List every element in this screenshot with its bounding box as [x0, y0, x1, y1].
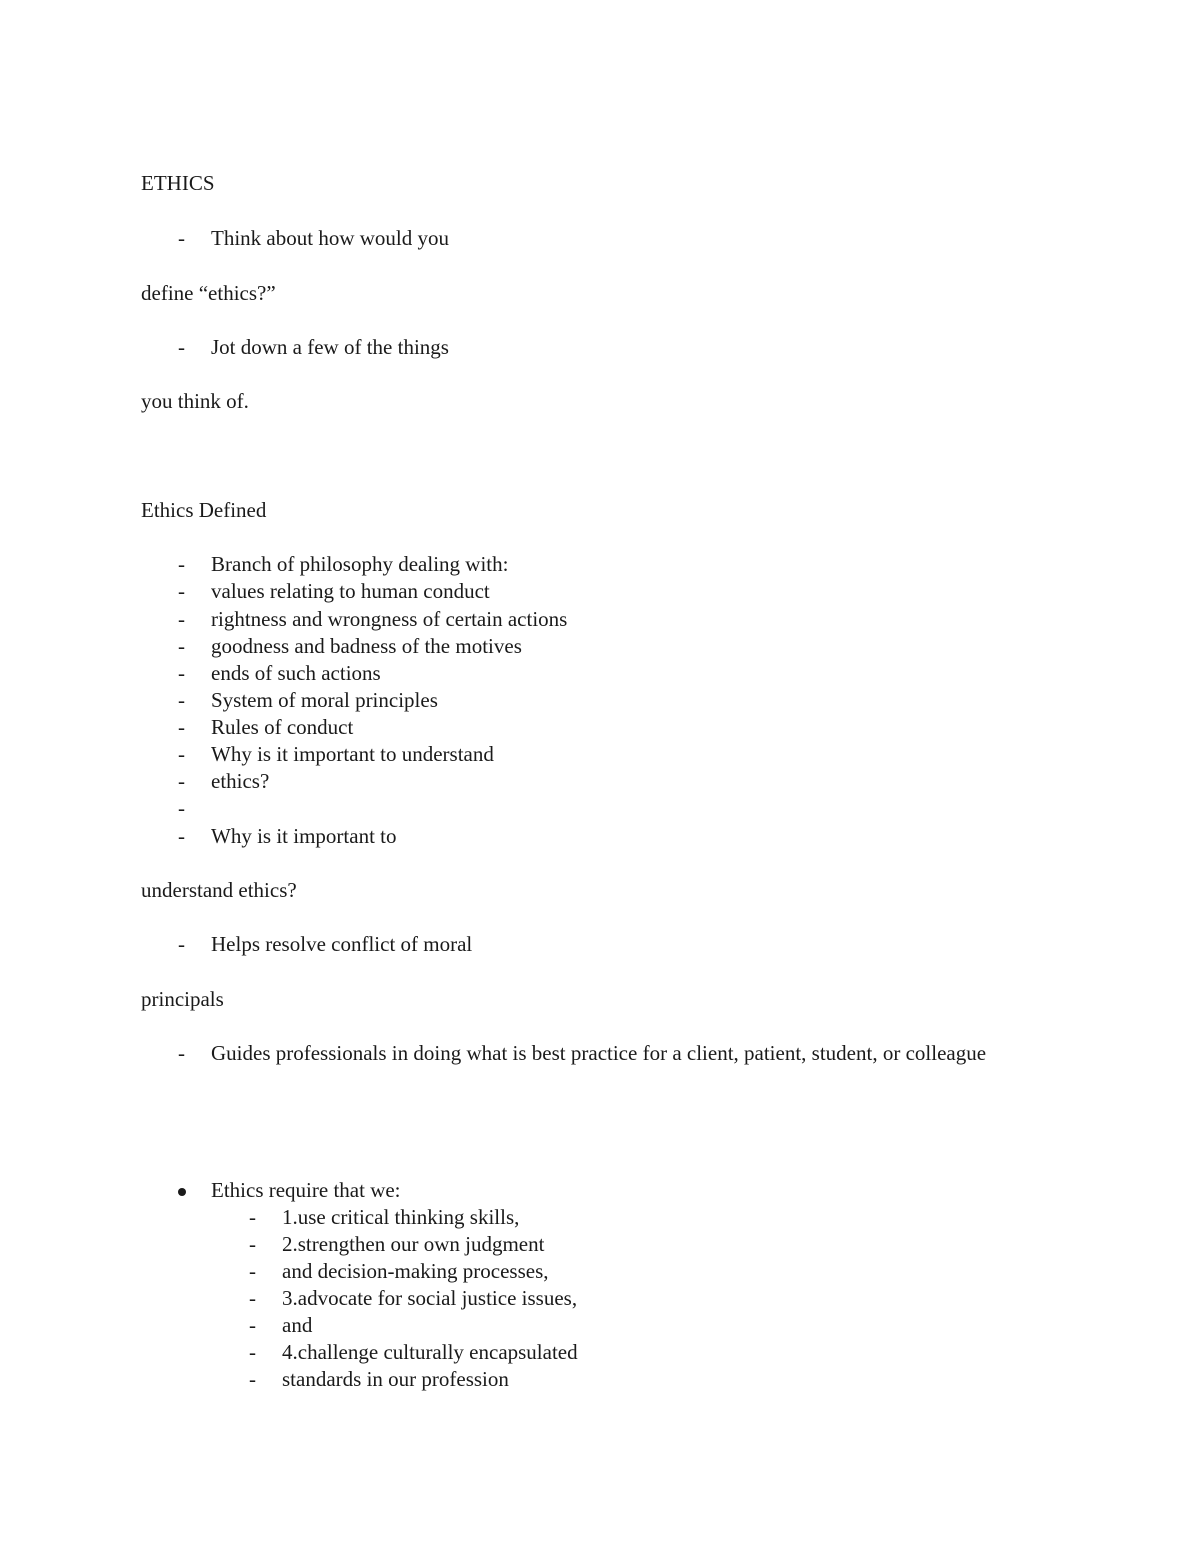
sub-list-item	[0, 1258, 1200, 1285]
list-item-text: Rules of conduct	[211, 715, 354, 739]
list-item-text: System of moral principles	[211, 688, 438, 712]
sub-list-item-text: 1.use critical thinking skills,	[282, 1205, 520, 1229]
sub-list-item	[0, 1285, 1200, 1312]
bullet-item	[0, 1177, 1200, 1204]
sub-list-item	[0, 1204, 1200, 1231]
list-item	[0, 741, 1200, 768]
dash-marker: -	[178, 932, 185, 956]
bullet-icon	[178, 1188, 186, 1196]
dash-marker: -	[178, 824, 185, 848]
dash-marker: -	[178, 335, 185, 359]
dash-marker: -	[249, 1313, 256, 1337]
list-item-text: Helps resolve conflict of moral	[211, 932, 473, 956]
dash-marker: -	[178, 226, 185, 250]
list-item-text: Guides professionals in doing what is best practice for a client, patient, student, or colleague	[211, 1041, 987, 1065]
sub-list-item-text: and decision-making processes,	[282, 1259, 549, 1283]
paragraph-text: you think of.	[141, 389, 249, 413]
list-item-text: values relating to human conduct	[211, 579, 490, 603]
list-item	[0, 660, 1200, 687]
list-item-text: Why is it important to	[211, 824, 397, 848]
sub-list-item	[0, 1339, 1200, 1366]
sub-list-item	[0, 1231, 1200, 1258]
dash-marker: -	[249, 1232, 256, 1256]
paragraph-text: define “ethics?”	[141, 281, 276, 305]
sub-list-item-text: 2.strengthen our own judgment	[282, 1232, 545, 1256]
paragraph-text: understand ethics?	[141, 878, 297, 902]
list-item	[0, 578, 1200, 605]
dash-marker: -	[178, 579, 185, 603]
dash-marker: -	[178, 607, 185, 631]
sub-list-item	[0, 1366, 1200, 1393]
sub-list-item	[0, 1312, 1200, 1339]
list-item	[0, 823, 1200, 850]
list-item	[0, 633, 1200, 660]
dash-marker: -	[178, 634, 185, 658]
dash-marker: -	[178, 661, 185, 685]
list-item-text: rightness and wrongness of certain actions	[211, 607, 568, 631]
dash-marker: -	[249, 1367, 256, 1391]
list-item-text: Jot down a few of the things	[211, 335, 449, 359]
dash-marker: -	[178, 1041, 185, 1065]
list-item	[0, 931, 1200, 958]
bullet-item-text: Ethics require that we:	[211, 1178, 401, 1202]
dash-marker: -	[178, 552, 185, 576]
list-item-text: Think about how would you	[211, 226, 449, 250]
list-item-text: ends of such actions	[211, 661, 381, 685]
paragraph-text: principals	[141, 987, 224, 1011]
list-item-text: Why is it important to understand	[211, 742, 494, 766]
list-item	[0, 795, 1200, 822]
list-item	[0, 687, 1200, 714]
dash-marker: -	[178, 715, 185, 739]
dash-marker: -	[249, 1340, 256, 1364]
dash-marker: -	[249, 1259, 256, 1283]
section-heading: Ethics Defined	[141, 498, 267, 522]
sub-list-item-text: standards in our profession	[282, 1367, 509, 1391]
list-item	[0, 714, 1200, 741]
list-item	[0, 1040, 1200, 1100]
list-item-text: Branch of philosophy dealing with:	[211, 552, 509, 576]
dash-marker: -	[178, 688, 185, 712]
list-item-text: goodness and badness of the motives	[211, 634, 522, 658]
page-title: ETHICS	[141, 171, 215, 195]
dash-marker: -	[178, 796, 185, 820]
dash-marker: -	[249, 1286, 256, 1310]
list-item	[0, 225, 1200, 252]
dash-marker: -	[249, 1205, 256, 1229]
list-item	[0, 334, 1200, 361]
list-item	[0, 606, 1200, 633]
sub-list-item-text: and	[282, 1313, 313, 1337]
list-item	[0, 768, 1200, 795]
sub-list-item-text: 3.advocate for social justice issues,	[282, 1286, 578, 1310]
sub-list-item-text: 4.challenge culturally encapsulated	[282, 1340, 578, 1364]
list-item	[0, 551, 1200, 578]
list-item-text: ethics?	[211, 769, 270, 793]
dash-marker: -	[178, 769, 185, 793]
dash-marker: -	[178, 742, 185, 766]
